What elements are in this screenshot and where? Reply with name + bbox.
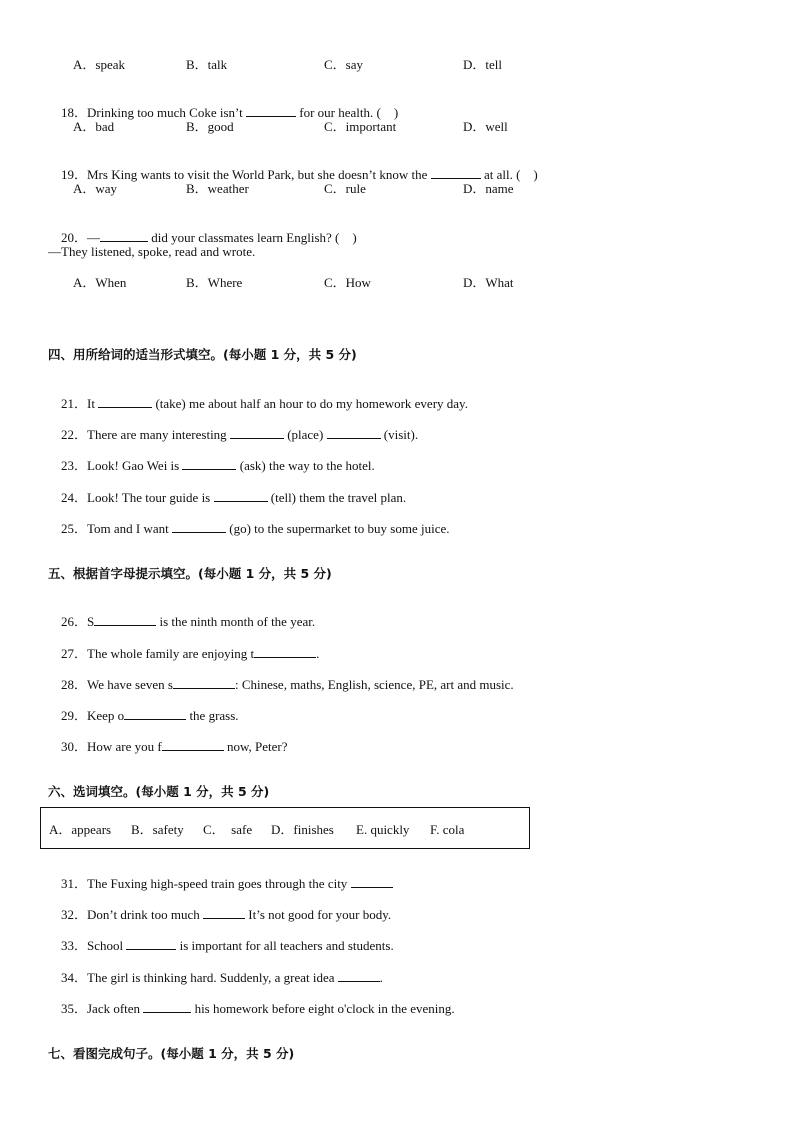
q28-blank[interactable] xyxy=(173,676,235,689)
q32-text-post: It’s not good for your body. xyxy=(245,907,392,922)
q28-text-pre: 28．We have seven s xyxy=(61,677,173,692)
q19-blank[interactable] xyxy=(431,166,481,179)
q23-blank[interactable] xyxy=(182,457,236,470)
q19-option-d: D．name xyxy=(463,181,514,196)
q25-blank[interactable] xyxy=(172,520,226,533)
q32-blank[interactable] xyxy=(203,906,245,919)
q30-blank[interactable] xyxy=(162,738,224,751)
q19-text-post: at all. ( ) xyxy=(480,167,538,182)
q34-text-post: . xyxy=(379,970,384,985)
q22-text-mid: (place) xyxy=(283,427,327,442)
q17-option-b: B．talk xyxy=(186,57,228,72)
section-5-heading: 五、根据首字母提示填空。(每小题 1 分，共 5 分) xyxy=(48,566,332,581)
q18-text-pre: 18．Drinking too much Coke isn’t xyxy=(61,105,247,120)
q35-blank[interactable] xyxy=(143,1000,191,1013)
q30-text-post: now, Peter? xyxy=(223,739,288,754)
q33-blank[interactable] xyxy=(126,937,176,950)
word-bank-item-f: F. cola xyxy=(430,822,465,837)
word-bank-item-e: E. quickly xyxy=(356,822,410,837)
q20-options xyxy=(0,275,793,291)
q28-text-post: : Chinese, maths, English, science, PE, art and music. xyxy=(234,677,514,692)
q31-text-pre: 31．The Fuxing high-speed train goes through the city xyxy=(61,876,351,891)
q27-blank[interactable] xyxy=(254,645,316,658)
section-6-heading: 六、选词填空。(每小题 1 分，共 5 分) xyxy=(48,784,270,799)
q22-text-pre: 22．There are many interesting xyxy=(61,427,230,442)
q20-option-d: D．What xyxy=(463,275,514,290)
q34-text-pre: 34．The girl is thinking hard. Suddenly, a great idea xyxy=(61,970,338,985)
q24-text-pre: 24．Look! The tour guide is xyxy=(61,490,214,505)
q25-text-post: (go) to the supermarket to buy some juice. xyxy=(226,521,450,536)
q35-text-post: his homework before eight o'clock in the evening. xyxy=(191,1001,455,1016)
q20-option-b: B．Where xyxy=(186,275,243,290)
q24-text-post: (tell) them the travel plan. xyxy=(267,490,407,505)
word-bank-item-a: A．appears xyxy=(49,822,112,837)
question-25 xyxy=(48,504,450,553)
q20-blank[interactable] xyxy=(100,229,148,242)
q29-blank[interactable] xyxy=(124,707,186,720)
q23-text-pre: 23．Look! Gao Wei is xyxy=(61,458,183,473)
q20-answer-line: —They listened, spoke, read and wrote. xyxy=(48,244,256,259)
q27-text-pre: 27．The whole family are enjoying t xyxy=(61,646,255,661)
q35-text-pre: 35．Jack often xyxy=(61,1001,144,1016)
q22-text-post: (visit). xyxy=(380,427,419,442)
q20-text-pre: 20．— xyxy=(61,230,101,245)
q27-text-post: . xyxy=(316,646,320,661)
q30-text-pre: 30．How are you f xyxy=(61,739,162,754)
section-4-heading: 四、用所给词的适当形式填空。(每小题 1 分，共 5 分) xyxy=(48,347,357,362)
q19-option-a: A．way xyxy=(73,181,118,196)
q24-blank[interactable] xyxy=(214,489,268,502)
q32-text-pre: 32．Don’t drink too much xyxy=(61,907,204,922)
q17-options xyxy=(0,57,793,73)
q17-option-c: C．say xyxy=(324,57,364,72)
q20-option-c: C．How xyxy=(324,275,371,290)
q34-blank[interactable] xyxy=(338,969,380,982)
q26-text-pre: 26．S xyxy=(61,614,95,629)
q19-text-pre: 19．Mrs King wants to visit the World Park, but she doesn’t know the xyxy=(61,167,431,182)
q19-options xyxy=(0,181,793,197)
q25-text-pre: 25．Tom and I want xyxy=(61,521,173,536)
q18-option-c: C．important xyxy=(324,119,397,134)
q22-blank-2[interactable] xyxy=(327,426,381,439)
q21-text-post: (take) me about half an hour to do my homework every day. xyxy=(152,396,468,411)
word-bank-item-d: D．finishes xyxy=(271,822,334,837)
q18-option-a: A．bad xyxy=(73,119,115,134)
q20-text-post: did your classmates learn English? ( ) xyxy=(148,230,357,245)
q21-text-pre: 21．It xyxy=(61,396,99,411)
q18-option-d: D．well xyxy=(463,119,508,134)
q33-text-post: is important for all teachers and students. xyxy=(176,938,394,953)
q29-text-post: the grass. xyxy=(186,708,239,723)
q21-blank[interactable] xyxy=(98,395,152,408)
q18-text-post: for our health. ( ) xyxy=(296,105,399,120)
q18-option-b: B．good xyxy=(186,119,234,134)
q26-blank[interactable] xyxy=(94,613,156,626)
question-35 xyxy=(48,984,455,1033)
q17-option-d: D．tell xyxy=(463,57,502,72)
q19-option-b: B．weather xyxy=(186,181,249,196)
q26-text-post: is the ninth month of the year. xyxy=(156,614,316,629)
question-30 xyxy=(48,722,288,771)
section-7-heading: 七、看图完成句子。(每小题 1 分，共 5 分) xyxy=(48,1046,295,1061)
q33-text-pre: 33．School xyxy=(61,938,127,953)
word-bank-item-c: C． safe xyxy=(203,822,253,837)
q22-blank-1[interactable] xyxy=(230,426,284,439)
q18-blank[interactable] xyxy=(246,104,296,117)
q18-options xyxy=(0,119,793,135)
q23-text-post: (ask) the way to the hotel. xyxy=(236,458,375,473)
word-bank-box xyxy=(40,807,530,849)
word-bank-item-b: B．safety xyxy=(131,822,184,837)
q17-option-a: A．speak xyxy=(73,57,125,72)
q20-option-a: A．When xyxy=(73,275,127,290)
q19-option-c: C．rule xyxy=(324,181,366,196)
q31-blank[interactable] xyxy=(351,875,393,888)
q29-text-pre: 29．Keep o xyxy=(61,708,125,723)
